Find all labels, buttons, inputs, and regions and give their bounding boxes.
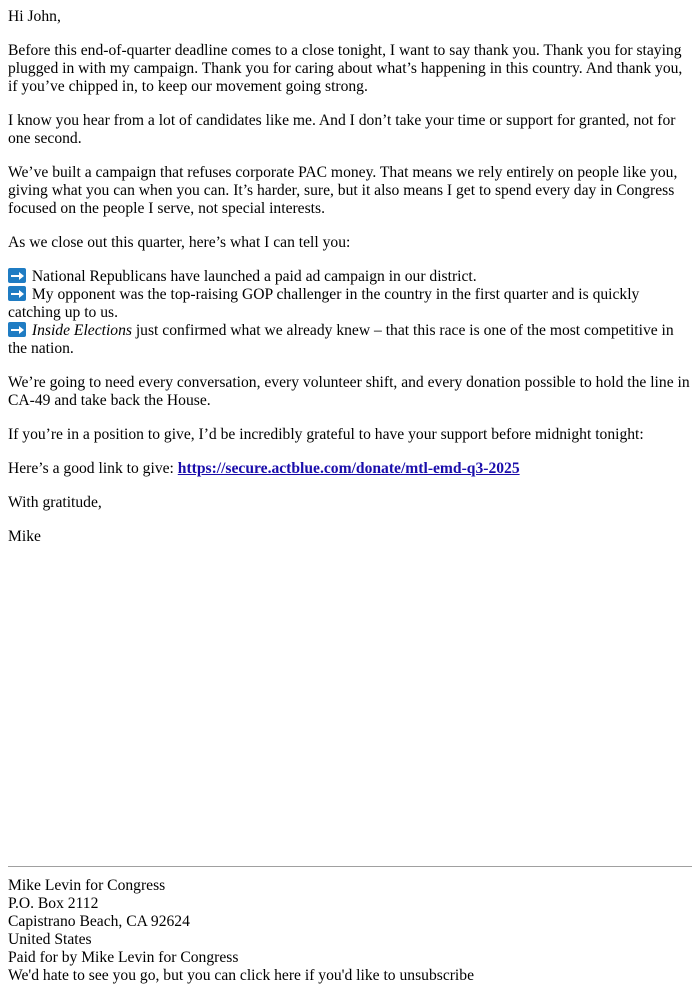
paragraph-every-donation: We’re going to need every conversation, every volunteer shift, and every donation possible to hold the line in CA-49 and take back the House. (8, 374, 690, 409)
footer-org: Mike Levin for Congress (8, 877, 166, 894)
bullet-text: My opponent was the top-raising GOP challenger in the country in the first quarter and is quickly catching up to us. (8, 286, 640, 321)
bullet-list (8, 268, 692, 358)
bullet-item (8, 268, 692, 286)
paragraph-ask: If you’re in a position to give, I’d be incredibly grateful to have your support before midnight tonight: (8, 426, 644, 443)
paragraph-close-quarter: As we close out this quarter, here’s what I can tell you: (8, 234, 351, 251)
footer-city: Capistrano Beach, CA 92624 (8, 913, 190, 930)
paragraph-candidates: I know you hear from a lot of candidates like me. And I don’t take your time or support for granted, not for one second. (8, 112, 676, 147)
footer-paid-for: Paid for by Mike Levin for Congress (8, 949, 239, 966)
donate-line (8, 460, 692, 478)
bullet-text: National Republicans have launched a paid ad campaign in our district. (31, 268, 477, 285)
unsubscribe-link[interactable]: We'd hate to see you go, but you can click here if you'd like to unsubscribe (8, 967, 474, 984)
signature: Mike (8, 528, 41, 545)
right-arrow-icon (8, 286, 26, 301)
email-footer (8, 866, 692, 985)
bullet-text: just confirmed what we already knew – that this race is one of the most competitive in the nation. (8, 322, 674, 357)
bullet-item (8, 322, 692, 358)
paragraph-thank-you: Before this end-of-quarter deadline comes to a close tonight, I want to say thank you. Thank you for staying plugged in with my campaign. Thank you for caring about what’s happening in this country. And thank you, if you’ve chipped in, to keep our movement going strong. (8, 42, 683, 95)
right-arrow-icon (8, 268, 26, 283)
paragraph-corporate-pac: We’ve built a campaign that refuses corporate PAC money. That means we rely entirely on people like you, giving what you can when you can. It’s harder, sure, but it also means I get to spend every day in Congress focused on the people I serve, not special interests. (8, 164, 678, 217)
donate-link-prefix: Here’s a good link to give: (8, 460, 178, 477)
closing: With gratitude, (8, 494, 102, 511)
greeting: Hi John, (8, 8, 61, 25)
publication-name: Inside Elections (31, 322, 132, 339)
footer-divider (8, 866, 692, 867)
footer-po-box: P.O. Box 2112 (8, 895, 99, 912)
email-body (8, 8, 692, 562)
donate-link[interactable]: https://secure.actblue.com/donate/mtl-emd-q3-2025 (177, 460, 520, 477)
bullet-item (8, 286, 692, 322)
right-arrow-icon (8, 322, 26, 337)
footer-country: United States (8, 931, 92, 948)
